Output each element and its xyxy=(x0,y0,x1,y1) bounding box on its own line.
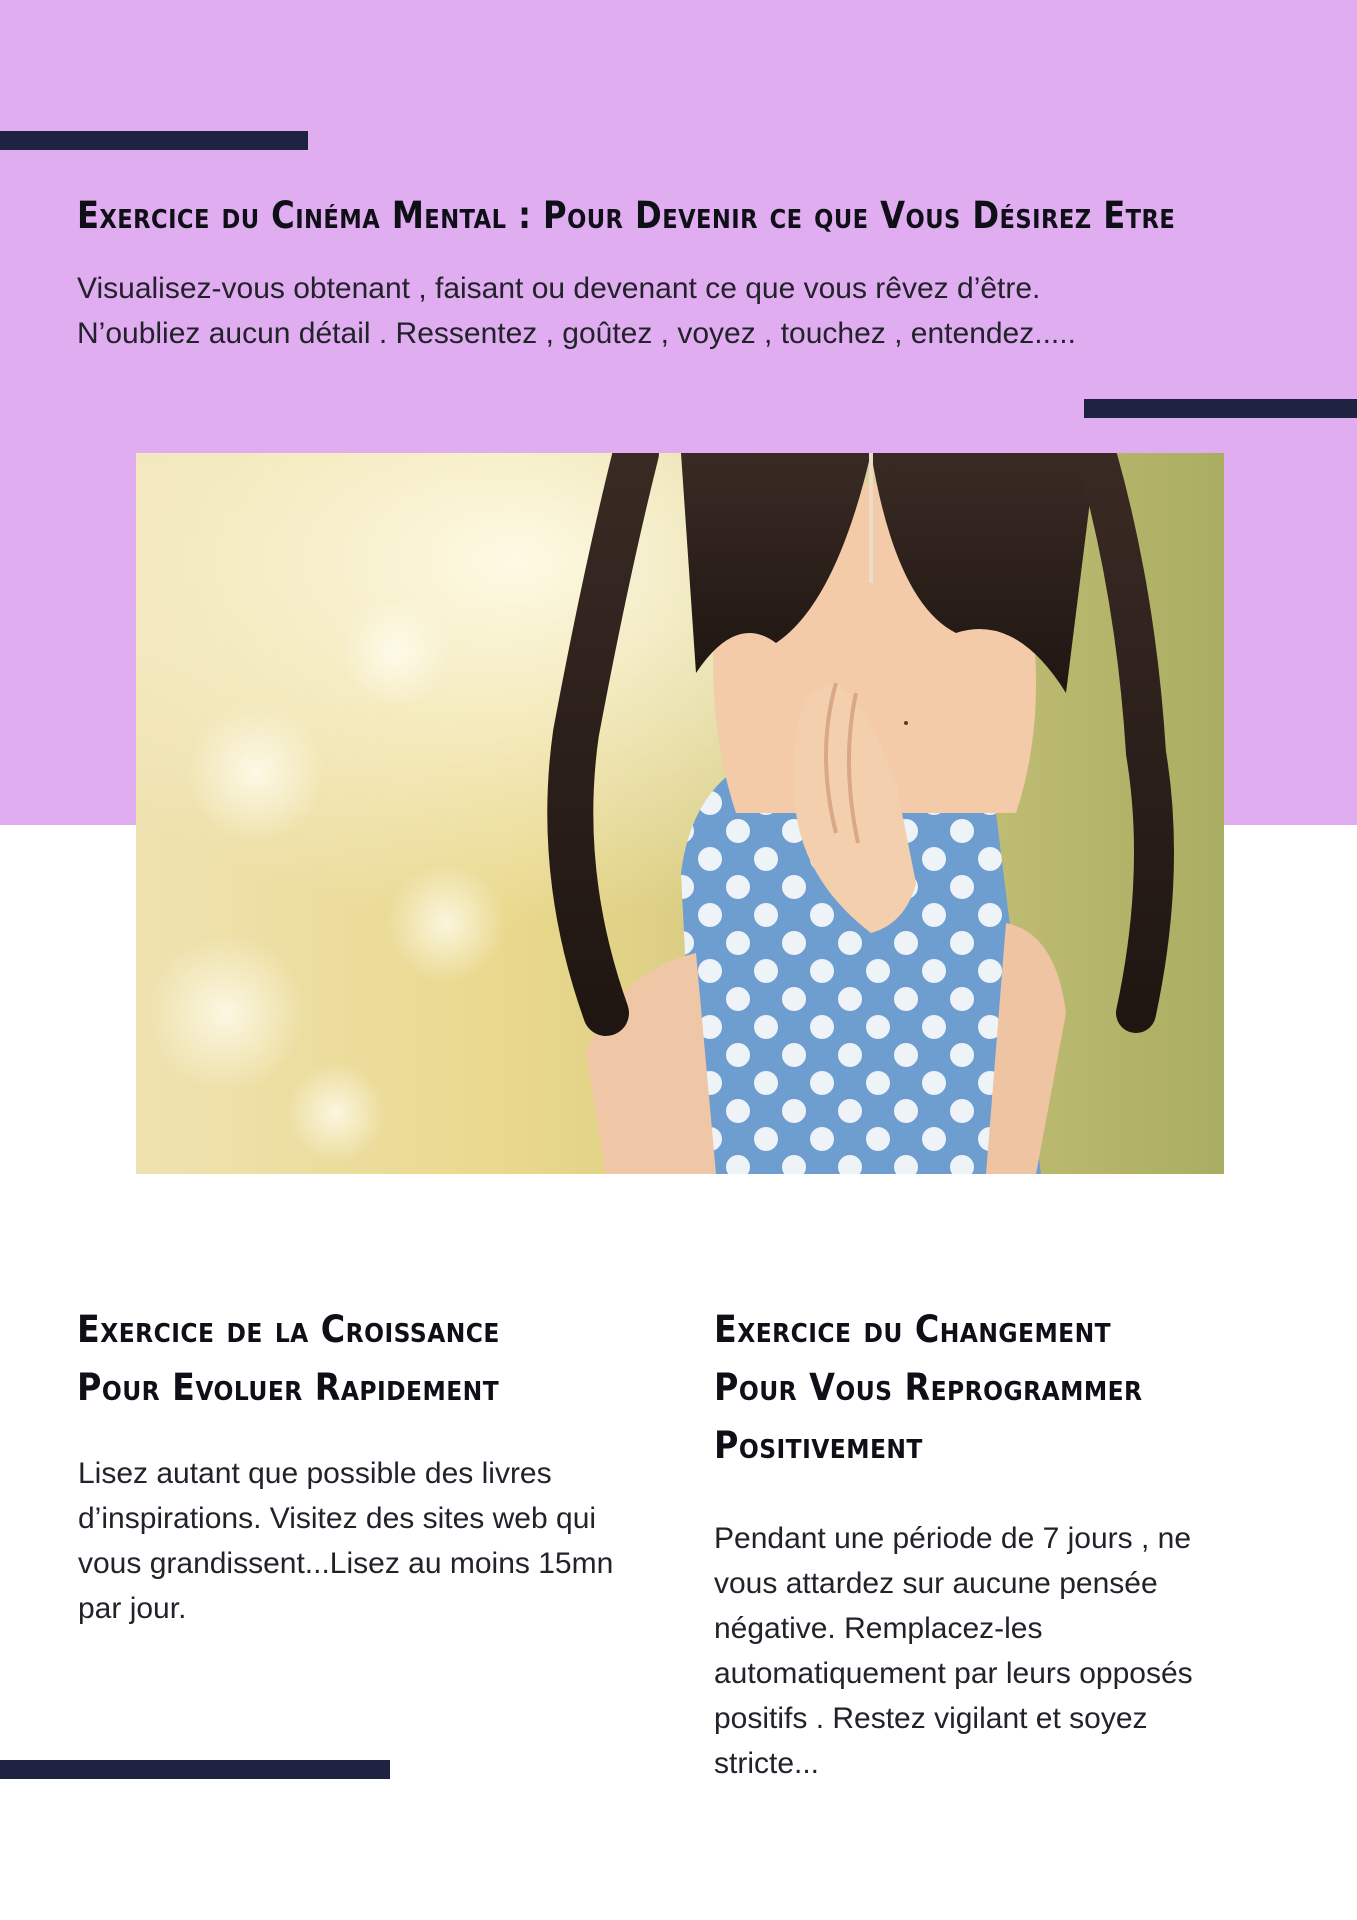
accent-bar-top-right xyxy=(1084,399,1357,418)
accent-bar-bottom-left xyxy=(0,1760,390,1779)
change-exercise-title: Exercice du Changement Pour Vous Reprogrammer Positivement xyxy=(714,1308,1143,1467)
accent-bar-top-left xyxy=(0,131,308,150)
growth-exercise-title: Exercice de la Croissance Pour Evoluer Rapidement xyxy=(77,1308,500,1409)
growth-exercise-text: Lisez autant que possible des livres d’inspirations. Visitez des sites web qui vous grandissent...Lisez au moins 15mn par jour. xyxy=(78,1457,614,1625)
main-description: Visualisez-vous obtenant , faisant ou devenant ce que vous rêvez d’être. N’oubliez aucun détail . Ressentez , goûtez , voyez , touchez , entendez..... xyxy=(77,272,1076,350)
main-title: Exercice du Cinéma Mental : Pour Devenir ce que Vous Désirez Etre xyxy=(77,194,1176,237)
change-exercise-text: Pendant une période de 7 jours , ne vous attardez sur aucune pensée négative. Remplacez-les automatiquement par leurs opposés positifs . Restez vigilant et soyez stricte... xyxy=(714,1522,1193,1780)
praying-girl-photo xyxy=(136,453,1224,1174)
